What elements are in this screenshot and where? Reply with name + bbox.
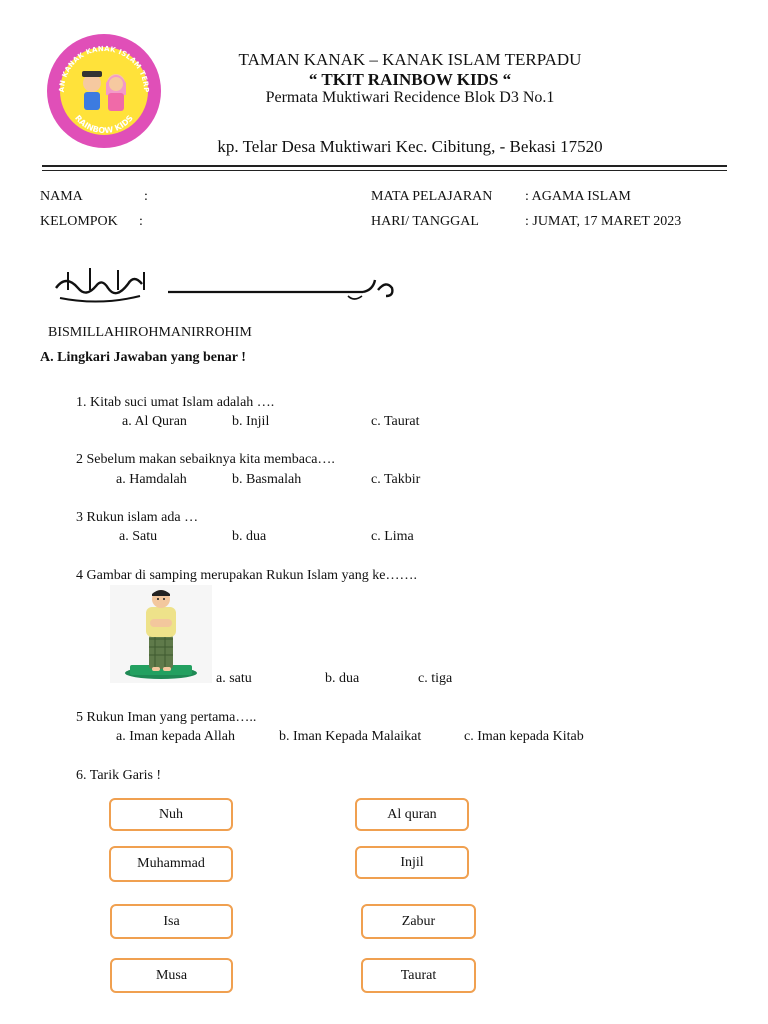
address-line-1: Permata Muktiwari Recidence Blok D3 No.1 xyxy=(265,89,555,106)
q4-option-a[interactable]: a. satu xyxy=(216,671,252,686)
question-5: 5 Rukun Iman yang pertama….. xyxy=(76,710,257,725)
section-a-title: A. Lingkari Jawaban yang benar ! xyxy=(40,350,246,365)
address-line-2: kp. Telar Desa Muktiwari Kec. Cibitung, - Bekasi 17520 xyxy=(217,137,603,156)
nama-label: NAMA xyxy=(40,189,83,204)
match-right-taurat[interactable]: Taurat xyxy=(361,958,476,993)
mapel-value: : AGAMA ISLAM xyxy=(525,189,631,204)
match-right-injil[interactable]: Injil xyxy=(355,846,469,879)
q1-option-a[interactable]: a. Al Quran xyxy=(122,414,187,429)
match-left-isa[interactable]: Isa xyxy=(110,904,233,939)
q3-option-c[interactable]: c. Lima xyxy=(371,529,414,544)
q2-option-b[interactable]: b. Basmalah xyxy=(232,472,302,487)
basmalah-arabic-text xyxy=(48,262,58,263)
question-2: 2 Sebelum makan sebaiknya kita membaca…. xyxy=(76,452,335,467)
q2-option-a[interactable]: a. Hamdalah xyxy=(116,472,187,487)
question-6: 6. Tarik Garis ! xyxy=(76,768,162,783)
nama-colon: : xyxy=(144,189,148,204)
kelompok-label: KELOMPOK xyxy=(40,214,118,229)
header-divider-thick xyxy=(42,165,727,167)
header-divider-thin xyxy=(42,170,727,171)
school-name: “ TKIT RAINBOW KIDS “ xyxy=(308,70,512,89)
mapel-label: MATA PELAJARAN xyxy=(371,189,493,204)
q3-option-b[interactable]: b. dua xyxy=(232,529,267,544)
question-3: 3 Rukun islam ada … xyxy=(76,510,199,525)
hari-value: : JUMAT, 17 MARET 2023 xyxy=(525,214,682,229)
match-right-al-quran[interactable]: Al quran xyxy=(355,798,469,831)
praying-boy-illustration xyxy=(110,585,212,683)
school-type: TAMAN KANAK – KANAK ISLAM TERPADU xyxy=(238,50,582,69)
svg-text:RAINBOW KIDS: RAINBOW KIDS xyxy=(73,113,135,136)
basmalah-calligraphy xyxy=(48,262,398,306)
hari-label: HARI/ TANGGAL xyxy=(371,214,479,229)
q1-option-b[interactable]: b. Injil xyxy=(232,414,270,429)
q5-option-c[interactable]: c. Iman kepada Kitab xyxy=(464,729,584,744)
q5-option-b[interactable]: b. Iman Kepada Malaikat xyxy=(279,729,422,744)
match-left-nuh[interactable]: Nuh xyxy=(109,798,233,831)
school-logo xyxy=(46,33,162,149)
kelompok-colon: : xyxy=(139,214,143,229)
q5-option-a[interactable]: a. Iman kepada Allah xyxy=(116,729,235,744)
question-4: 4 Gambar di samping merupakan Rukun Islam yang ke……. xyxy=(76,568,417,583)
svg-text:TAMAN KANAK KANAK ISLAM TERPAD: AN KANAK KANAK ISLAM TERP xyxy=(57,44,151,93)
match-left-muhammad[interactable]: Muhammad xyxy=(109,846,233,882)
q4-option-b[interactable]: b. dua xyxy=(325,671,360,686)
match-right-zabur[interactable]: Zabur xyxy=(361,904,476,939)
q3-option-a[interactable]: a. Satu xyxy=(119,529,158,544)
q1-option-c[interactable]: c. Taurat xyxy=(371,414,420,429)
q4-option-c[interactable]: c. tiga xyxy=(418,671,453,686)
q2-option-c[interactable]: c. Takbir xyxy=(371,472,421,487)
bismillah-latin: BISMILLAHIROHMANIRROHIM xyxy=(48,325,252,340)
match-left-musa[interactable]: Musa xyxy=(110,958,233,993)
question-1: 1. Kitab suci umat Islam adalah …. xyxy=(76,395,275,410)
